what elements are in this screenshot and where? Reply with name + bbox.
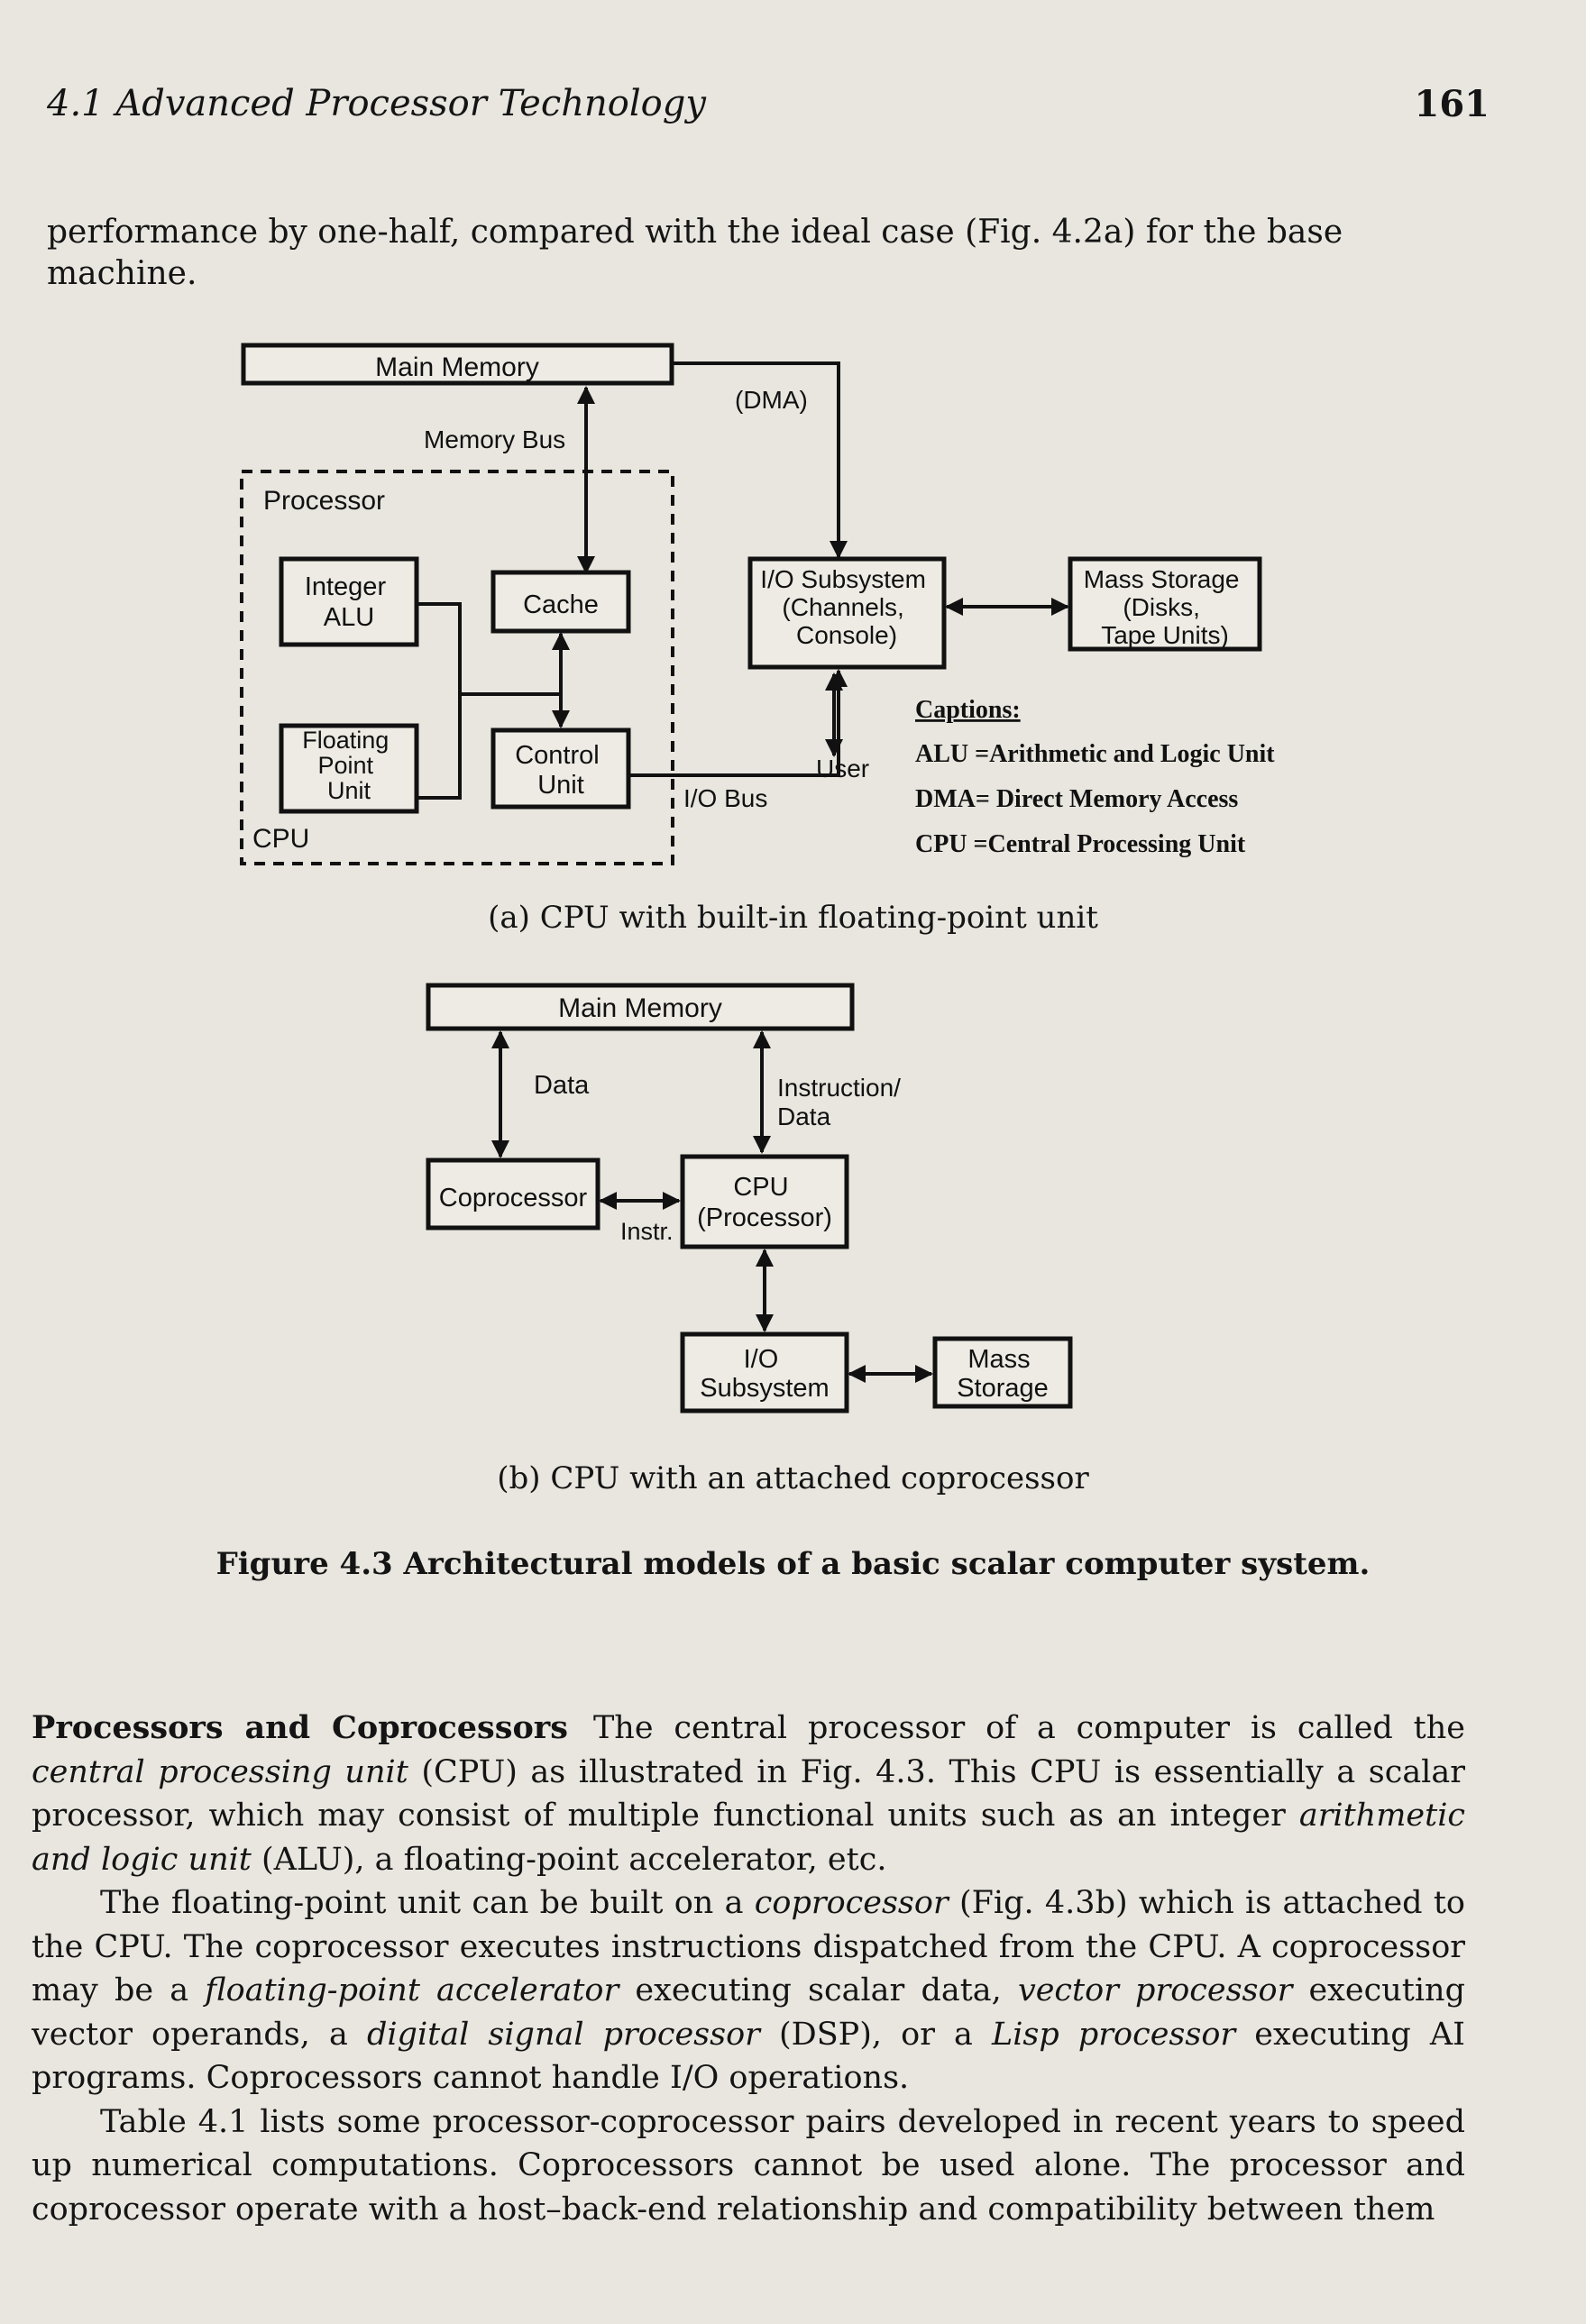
instr-label: Instr. [620, 1218, 674, 1245]
p1-text-1: The central processor of a computer is called the [592, 1710, 1466, 1746]
p2-term-dsp: digital signal processor [366, 2016, 760, 2053]
processor-label: Processor [263, 486, 386, 516]
lead-line: performance by one-half, compared with the ideal case (Fig. 4.2a) for the base machine. [47, 214, 1343, 292]
memory-bus-label: Memory Bus [424, 425, 566, 453]
p2-text-6: executing AI programs. Coprocessors cannot handle I/O operations. [32, 2016, 1465, 2096]
mass-storage-label-a: Mass Storage (Disks, Tape Units) [1083, 565, 1240, 649]
p2-term-vector: vector processor [1017, 1972, 1293, 2008]
p2-text-5: (DSP), or a [759, 2016, 992, 2053]
p2-term-coprocessor: coprocessor [754, 1885, 949, 1921]
figure-caption: Figure 4.3 Architectural models of a basic scalar computer system. [215, 1546, 1371, 1582]
io-bus-label: I/O Bus [683, 784, 768, 812]
p2-text-2: (Fig. 4.3b) which is attached to the CPU. The coprocessor executes instructions dispatched from the CPU. A coprocessor may be a [32, 1885, 1465, 2008]
caption-cpu: CPU =Central Processing Unit [915, 830, 1246, 858]
p2-text-1: The floating-point unit can be built on a [100, 1885, 755, 1921]
page-number: 161 [1414, 83, 1490, 125]
io-subsystem-label-a: I/O Subsystem (Channels, Console) [760, 565, 926, 649]
figure-caption-a: (a) CPU with built-in floating-point unit [488, 900, 1098, 936]
paragraph-1 [32, 1706, 1465, 1881]
caption-alu: ALU =Arithmetic and Logic Unit [915, 740, 1275, 768]
fpu-bus-line [417, 694, 460, 798]
p2-term-lisp: Lisp processor [992, 2016, 1236, 2053]
floating-point-unit-label: Floating Point Unit [302, 727, 390, 804]
io-bus-line [628, 671, 839, 775]
section-title: 4.1 Advanced Processor Technology [47, 83, 706, 124]
paragraph-2 [32, 1881, 1465, 2100]
cache-label: Cache [523, 590, 599, 619]
user-label: User [816, 755, 870, 782]
instruction-data-label: Instruction/ Data [777, 1074, 901, 1130]
body-text [32, 1706, 1465, 2231]
figure-caption-b: (b) CPU with an attached coprocessor [497, 1460, 1089, 1496]
caption-dma: DMA= Direct Memory Access [915, 785, 1239, 813]
data-label: Data [534, 1071, 590, 1100]
p1-text-2: (CPU) as illustrated in Fig. 4.3. This CPU is essentially a scalar processor, which may consist of multiple functional units such as an integer [32, 1753, 1465, 1834]
main-memory-label-b: Main Memory [558, 993, 722, 1023]
dma-label: (DMA) [735, 386, 808, 414]
p2-term-fpa: floating-point accelerator [205, 1972, 619, 2008]
cpu-label-a: CPU [252, 824, 310, 854]
p2-text-3: executing scalar data, [619, 1972, 1018, 2008]
integer-alu-label: Integer ALU [304, 572, 387, 632]
cpu-processor-label: CPU (Processor) [697, 1173, 832, 1232]
io-subsystem-label-b: I/O Subsystem [700, 1345, 830, 1403]
captions-heading: Captions: [915, 696, 1021, 724]
main-memory-label-a: Main Memory [375, 352, 539, 382]
p1-text-3: (ALU), a floating-point accelerator, etc. [251, 1841, 887, 1878]
coprocessor-label: Coprocessor [438, 1184, 588, 1212]
p1-term-alu: arithmetic and logic unit [32, 1798, 1465, 1878]
paragraph-3: Table 4.1 lists some processor-coprocessor pairs developed in recent years to speed up numerical computations. Coprocessors cannot be used alone. The processor and coprocessor operate with a host–back-end relationship and compatibility between them [32, 2103, 1465, 2228]
p1-term-cpu: central processing unit [32, 1753, 408, 1790]
mass-storage-label-b: Mass Storage [957, 1345, 1049, 1403]
p2-text-4: executing vector operands, a [32, 1972, 1465, 2053]
cpu-processor-box [683, 1157, 847, 1247]
control-unit-label: Control Unit [515, 741, 600, 800]
run-in-heading: Processors and Coprocessors [32, 1709, 568, 1746]
